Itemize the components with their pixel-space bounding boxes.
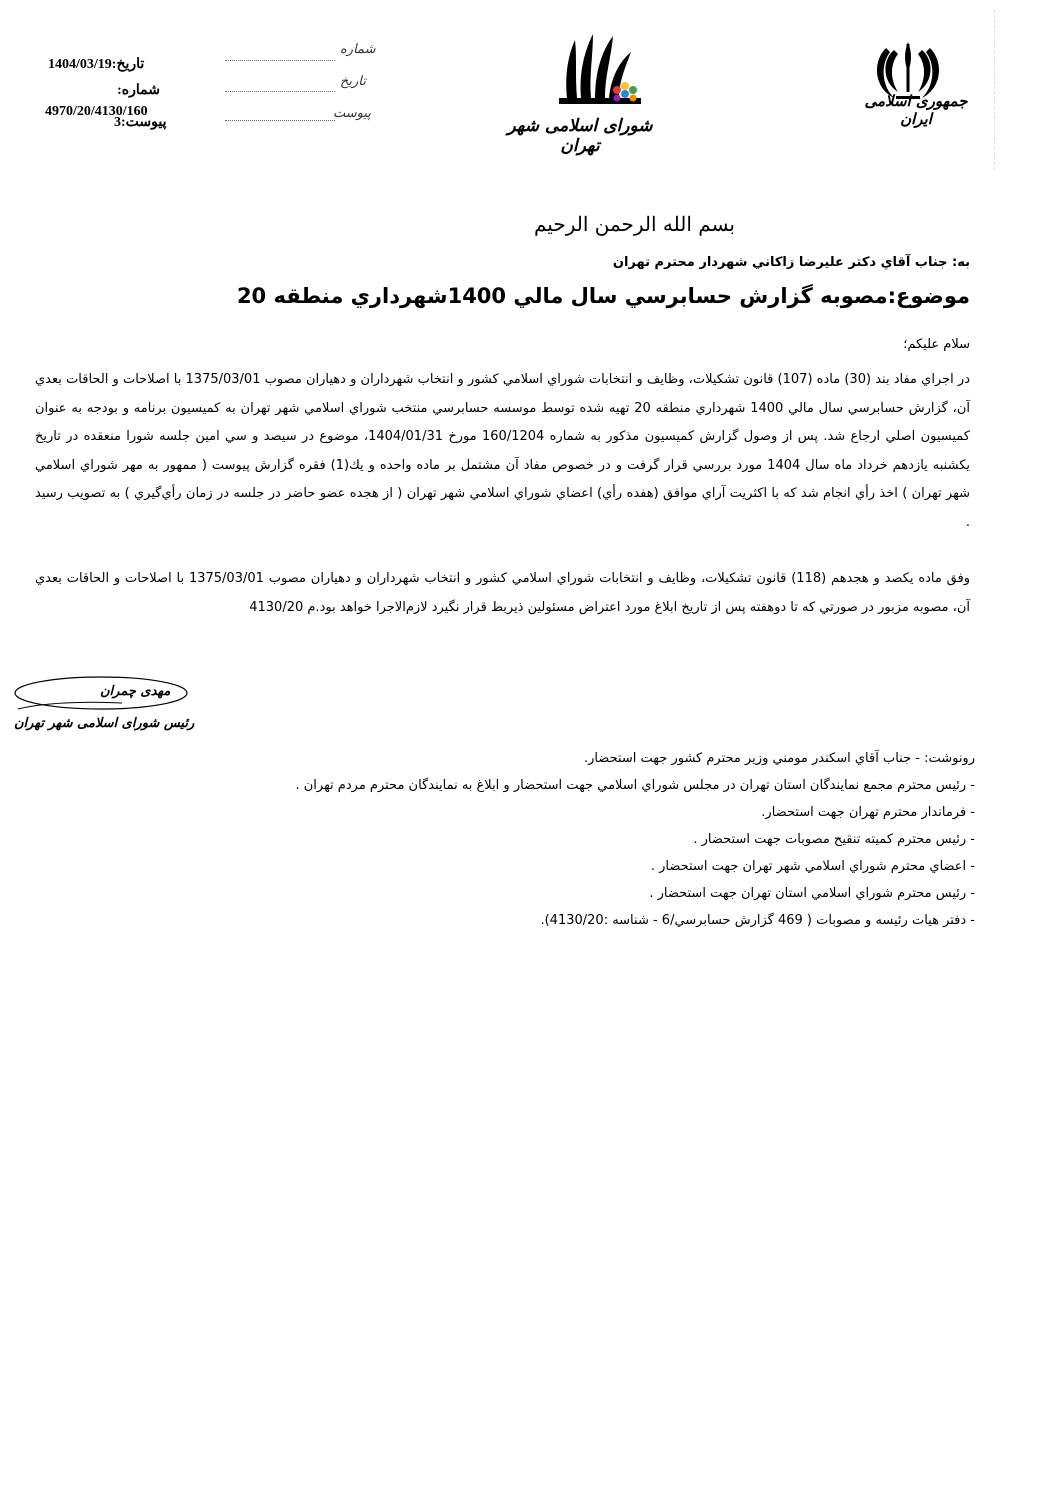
cc-item: - رئيس محترم كميته تنقيح مصوبات جهت استحضار .	[693, 832, 975, 847]
header-divider	[994, 10, 995, 170]
tehran-council-logo-icon	[545, 28, 655, 110]
number-field-line	[225, 60, 335, 61]
cc-item: - رئيس محترم مجمع نمايندگان استان تهران در مجلس شوراي اسلامي جهت استحضار و ابلاغ به نمايندگان محترم مردم تهران .	[295, 778, 975, 793]
letter-number-label: شماره:	[117, 83, 160, 98]
number-field-label: شماره	[340, 42, 376, 57]
greeting: سلام عليكم؛	[903, 337, 970, 352]
letter-attachment: پيوست:3	[114, 115, 167, 130]
attachment-field-label: پیوست	[333, 106, 371, 121]
council-name: شورای اسلامی شهر تهران	[507, 116, 653, 156]
cc-item: - اعضاي محترم شوراي اسلامي شهر تهران جهت استحضار .	[650, 859, 975, 874]
attachment-field-line	[225, 120, 335, 121]
date-field-label: تاریخ	[340, 74, 366, 89]
subject-line: موضوع:مصوبه گزارش حسابرسي سال مالي 1400شهرداري منطقه 20	[236, 284, 970, 308]
signatory-title: رئیس شورای اسلامی شهر تهران	[14, 716, 195, 731]
body-paragraph-1: در اجراي مفاد بند (30) ماده (107) قانون تشكيلات، وظايف و انتخابات شوراي اسلامي كشور و انتخاب شهرداران و دهياران مصوب 1375/03/01 با اصلاحات و الحاقات بعدي آن، گزارش حسابرسي سال مالي 1400 شهرداري منطقه 20 تهيه شده توسط موسسه حسابرسي منتخب شوراي اسلامي شهر تهران به كميسيون برنامه و بودجه به عنوان كميسيون اصلي ارجاع شد. پس از وصول گزارش كميسيون مذكور به شماره 160/1204 مورخ 1404/01/31، موضوع در سيصد و سي امين جلسه شورا منعقده در تاريخ يكشنبه يازدهم خرداد ماه سال 1404 مورد بررسي قرار گرفت و در خصوص مفاد آن مشتمل بر ماده واحده و يك(1) فقره گزارش پيوست ( ممهور به مهر شوراي اسلامي شهر تهران ) اخذ رأي انجام شد كه با اكثريت آراي موافق (هفده رأي) اعضاي شوراي اسلامي شهر تهران ( از هجده عضو حاضر در جلسه در زمان رأي‌گيري ) به تصويب رسيد .	[35, 372, 971, 530]
signatory-name: مهدی چمران	[100, 684, 171, 699]
letter-number: 4970/20/4130/160	[45, 104, 148, 119]
country-name: جمهوری اسلامی ایران	[864, 92, 968, 128]
cc-item: - فرماندار محترم تهران جهت استحضار.	[761, 805, 975, 820]
basmala: بسم الله الرحمن الرحيم	[533, 212, 735, 236]
letter-date: تاريخ:1404/03/19	[48, 57, 145, 72]
cc-item: - دفتر هيات رئيسه و مصوبات ( 469 گزارش حسابرسي/6 - شناسه :4130/20).	[540, 913, 975, 928]
date-field-line	[225, 91, 335, 92]
cc-intro: رونوشت: - جناب آقاي اسكندر مومني وزير محترم كشور جهت استحضار.	[583, 751, 975, 766]
cc-item: - رئيس محترم شوراي اسلامي استان تهران جهت استحضار .	[649, 886, 975, 901]
recipient-line: به: جناب آقاي دكتر عليرضا زاكاني شهردار محترم تهران	[612, 255, 970, 270]
body-paragraph-2: وفق ماده يكصد و هجدهم (118) قانون تشكيلات، وظايف و انتخابات شوراي اسلامي كشور و انتخاب شهرداران و دهياران مصوب 1375/03/01 با اصلاحات و الحاقات بعدي آن، مصوبه مزبور در صورتي كه تا دوهفته پس از تاريخ ابلاغ مورد اعتراض مسئولين ذيربط قرار نگيرد لازم‌الاجرا خواهد بود.م 4130/20	[35, 571, 971, 615]
